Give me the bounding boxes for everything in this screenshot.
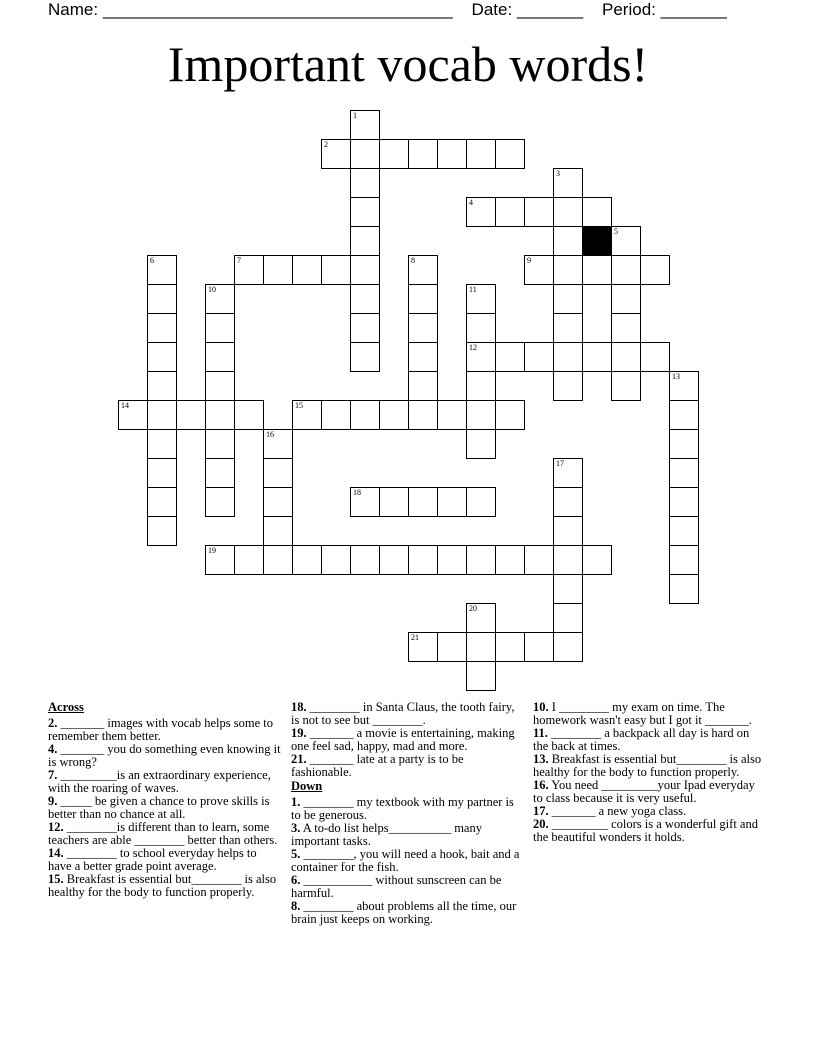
clue-number: 10 (208, 285, 216, 294)
grid-cell[interactable] (205, 371, 235, 401)
clue-text: ________ in Santa Claus, the tooth fairy, is not to see but ________. (291, 700, 515, 727)
grid-cell[interactable] (553, 603, 583, 633)
grid-cell[interactable] (524, 255, 554, 285)
grid-cell[interactable] (263, 458, 293, 488)
grid-cell[interactable] (466, 313, 496, 343)
grid-cell[interactable] (205, 342, 235, 372)
clue-item (533, 818, 763, 844)
grid-cell[interactable] (408, 545, 438, 575)
grid-cell[interactable] (669, 458, 699, 488)
grid-cell[interactable] (640, 255, 670, 285)
grid-cell[interactable] (495, 632, 525, 662)
clue-label: 2. (48, 716, 58, 730)
grid-cell[interactable] (147, 400, 177, 430)
clue-label: 1. (291, 795, 301, 809)
clue-number: 20 (469, 604, 477, 613)
clue-text: ___________ without sunscreen can be harmful. (291, 873, 502, 900)
clue-item (48, 769, 283, 795)
grid-cell[interactable] (408, 342, 438, 372)
clue-label: 5. (291, 847, 301, 861)
grid-cell[interactable] (582, 255, 612, 285)
clue-label: 4. (48, 742, 58, 756)
clue-text: Breakfast is essential but________ is also healthy for the body to function properly. (533, 752, 762, 779)
name-label: Name: (48, 0, 99, 19)
grid-cell[interactable] (611, 371, 641, 401)
clue-number: 15 (295, 401, 303, 410)
grid-cell[interactable] (466, 371, 496, 401)
clue-label: 12. (48, 820, 64, 834)
clue-label: 18. (291, 700, 307, 714)
clue-text: ________ a backpack all day is hard on the back at times. (533, 726, 750, 753)
grid-cell[interactable] (408, 313, 438, 343)
grid-cell[interactable] (147, 255, 177, 285)
clue-item (48, 821, 283, 847)
clue-label: 20. (533, 817, 549, 831)
grid-cell[interactable] (466, 197, 496, 227)
grid-cell[interactable] (321, 400, 351, 430)
grid-cell[interactable] (669, 545, 699, 575)
grid-cell[interactable] (408, 284, 438, 314)
grid-cell[interactable] (408, 139, 438, 169)
grid-cell[interactable] (350, 342, 380, 372)
grid-cell[interactable] (321, 255, 351, 285)
grid-cell[interactable] (379, 139, 409, 169)
grid-cell[interactable] (350, 255, 380, 285)
grid-cell[interactable] (553, 342, 583, 372)
grid-cell[interactable] (234, 255, 264, 285)
grid-cell[interactable] (234, 400, 264, 430)
clue-text: ________ my textbook with my partner is to be generous. (291, 795, 514, 822)
clue-text: _______ images with vocab helps some to remember them better. (48, 716, 273, 743)
clue-text: ________, you will need a hook, bait and a container for the fish. (291, 847, 520, 874)
clue-text: _______ a movie is entertaining, making one feel sad, happy, mad and more. (291, 726, 515, 753)
grid-cell[interactable] (350, 487, 380, 517)
clue-item (291, 727, 521, 753)
clue-text: _________is an extraordinary experience, with the roaring of waves. (48, 768, 271, 795)
grid-cell[interactable] (495, 545, 525, 575)
grid-cell[interactable] (669, 574, 699, 604)
clue-number: 7 (237, 256, 241, 265)
grid-cell[interactable] (553, 632, 583, 662)
clue-label: 6. (291, 873, 301, 887)
grid-cell[interactable] (524, 342, 554, 372)
clue-label: 15. (48, 872, 64, 886)
period-label: Period: (602, 0, 656, 19)
grid-cell[interactable] (553, 545, 583, 575)
grid-cell[interactable] (205, 313, 235, 343)
grid-cell[interactable] (408, 632, 438, 662)
grid-cell[interactable] (437, 632, 467, 662)
grid-cell[interactable] (553, 255, 583, 285)
grid-cell[interactable] (147, 371, 177, 401)
grid-cell[interactable] (437, 139, 467, 169)
grid-cell[interactable] (553, 226, 583, 256)
grid-cell[interactable] (205, 429, 235, 459)
clue-text: ________ about problems all the time, our brain just keeps on working. (291, 899, 517, 926)
clue-text: ________is different than to learn, some teachers are able ________ better than others. (48, 820, 278, 847)
grid-cell[interactable] (147, 429, 177, 459)
clue-label: 13. (533, 752, 549, 766)
grid-cell[interactable] (553, 197, 583, 227)
clue-item (291, 848, 521, 874)
grid-cell[interactable] (263, 429, 293, 459)
clue-number: 8 (411, 256, 415, 265)
grid-cell[interactable] (350, 313, 380, 343)
clue-text: _____ be given a chance to prove skills is better than no chance at all. (48, 794, 270, 821)
grid-cell[interactable] (466, 139, 496, 169)
grid-cell[interactable] (611, 255, 641, 285)
grid-cell[interactable] (582, 342, 612, 372)
grid-cell[interactable] (350, 226, 380, 256)
grid-cell[interactable] (263, 255, 293, 285)
clue-number: 9 (527, 256, 531, 265)
clue-item (48, 717, 283, 743)
clue-number: 2 (324, 140, 328, 149)
clue-text: _______ late at a party is to be fashionable. (291, 752, 464, 779)
clue-item (291, 701, 521, 727)
grid-cell[interactable] (147, 284, 177, 314)
clue-item (291, 822, 521, 848)
grid-cell[interactable] (350, 284, 380, 314)
grid-cell[interactable] (466, 603, 496, 633)
grid-cell[interactable] (350, 168, 380, 198)
clue-item (291, 900, 521, 926)
grid-cell[interactable] (147, 458, 177, 488)
clue-text: A to-do list helps__________ many important tasks. (291, 821, 482, 848)
clue-label: 14. (48, 846, 64, 860)
grid-cell[interactable] (437, 400, 467, 430)
grid-cell[interactable] (669, 487, 699, 517)
grid-cell[interactable] (466, 632, 496, 662)
grid-cell[interactable] (553, 371, 583, 401)
clue-number: 11 (469, 285, 477, 294)
clue-text: You need _________your Ipad everyday to class because it is very useful. (533, 778, 755, 805)
clue-label: 7. (48, 768, 58, 782)
grid-cell[interactable] (147, 487, 177, 517)
clue-item (291, 753, 521, 779)
grid-cell[interactable] (669, 429, 699, 459)
grid-cell[interactable] (495, 342, 525, 372)
grid-cell[interactable] (611, 226, 641, 256)
grid-cell[interactable] (553, 458, 583, 488)
clue-number: 12 (469, 343, 477, 352)
grid-cell[interactable] (466, 545, 496, 575)
grid-cell[interactable] (176, 400, 206, 430)
grid-cell[interactable] (321, 545, 351, 575)
grid-cell[interactable] (669, 400, 699, 430)
grid-cell[interactable] (350, 400, 380, 430)
grid-cell[interactable] (263, 516, 293, 546)
grid-cell-blocked (582, 226, 612, 256)
clue-number: 3 (556, 169, 560, 178)
clue-number: 19 (208, 546, 216, 555)
date-blank[interactable]: _______ (516, 0, 584, 19)
clue-number: 5 (614, 227, 618, 236)
clue-label: 3. (291, 821, 301, 835)
clue-text: Breakfast is essential but________ is also healthy for the body to function properly. (48, 872, 277, 899)
clues-column-3 (533, 701, 763, 844)
grid-cell[interactable] (495, 400, 525, 430)
grid-cell[interactable] (147, 516, 177, 546)
grid-cell[interactable] (466, 429, 496, 459)
grid-cell[interactable] (582, 197, 612, 227)
grid-cell[interactable] (408, 371, 438, 401)
clue-number: 4 (469, 198, 473, 207)
grid-cell[interactable] (292, 255, 322, 285)
clue-item (48, 795, 283, 821)
grid-cell[interactable] (640, 342, 670, 372)
clue-item (48, 873, 283, 899)
clue-label: 8. (291, 899, 301, 913)
across-heading: Across (48, 700, 84, 714)
grid-cell[interactable] (466, 400, 496, 430)
clue-item (48, 743, 283, 769)
clue-label: 21. (291, 752, 307, 766)
grid-cell[interactable] (205, 458, 235, 488)
clue-label: 19. (291, 726, 307, 740)
clue-number: 18 (353, 488, 361, 497)
clue-number: 21 (411, 633, 419, 642)
grid-cell[interactable] (495, 139, 525, 169)
grid-cell[interactable] (553, 487, 583, 517)
clue-item (48, 847, 283, 873)
down-heading: Down (291, 779, 323, 793)
grid-cell[interactable] (408, 487, 438, 517)
grid-cell[interactable] (553, 168, 583, 198)
grid-cell[interactable] (234, 545, 264, 575)
grid-cell[interactable] (408, 400, 438, 430)
period-blank[interactable]: _______ (660, 0, 727, 19)
grid-cell[interactable] (466, 342, 496, 372)
grid-cell[interactable] (437, 545, 467, 575)
clue-number: 1 (353, 111, 357, 120)
clue-label: 16. (533, 778, 549, 792)
grid-cell[interactable] (292, 545, 322, 575)
grid-cell[interactable] (524, 545, 554, 575)
grid-cell[interactable] (437, 487, 467, 517)
clue-text: _________ colors is a wonderful gift and the beautiful wonders it holds. (533, 817, 758, 844)
clue-item (533, 779, 763, 805)
grid-cell[interactable] (118, 400, 148, 430)
clue-item (533, 701, 763, 727)
grid-cell[interactable] (147, 313, 177, 343)
clue-number: 14 (121, 401, 129, 410)
grid-cell[interactable] (321, 139, 351, 169)
grid-cell[interactable] (205, 487, 235, 517)
clue-text: I ________ my exam on time. The homework wasn't easy but I got it _______. (533, 700, 752, 727)
clues-column-1 (48, 701, 283, 899)
grid-cell[interactable] (147, 342, 177, 372)
grid-cell[interactable] (408, 255, 438, 285)
grid-cell[interactable] (611, 342, 641, 372)
grid-cell[interactable] (553, 284, 583, 314)
clue-item (291, 796, 521, 822)
grid-cell[interactable] (292, 400, 322, 430)
grid-cell[interactable] (350, 139, 380, 169)
grid-cell[interactable] (379, 545, 409, 575)
grid-cell[interactable] (669, 516, 699, 546)
clue-text: _______ a new yoga class. (548, 804, 687, 818)
grid-cell[interactable] (350, 197, 380, 227)
grid-cell[interactable] (495, 197, 525, 227)
grid-cell[interactable] (205, 545, 235, 575)
grid-cell[interactable] (582, 545, 612, 575)
clue-text: _______ you do something even knowing it is wrong? (48, 742, 281, 769)
clue-label: 10. (533, 700, 549, 714)
grid-cell[interactable] (379, 400, 409, 430)
clue-item (533, 753, 763, 779)
name-blank[interactable]: _____________________________________ (102, 0, 453, 19)
clue-label: 11. (533, 726, 548, 740)
clue-item (291, 874, 521, 900)
clue-number: 13 (672, 372, 680, 381)
clue-number: 16 (266, 430, 274, 439)
clue-label: 17. (533, 804, 549, 818)
clues-column-2 (291, 701, 521, 926)
grid-cell[interactable] (524, 632, 554, 662)
grid-cell[interactable] (205, 284, 235, 314)
grid-cell[interactable] (553, 516, 583, 546)
grid-cell[interactable] (350, 110, 380, 140)
grid-cell[interactable] (669, 371, 699, 401)
grid-cell[interactable] (263, 487, 293, 517)
grid-cell[interactable] (611, 284, 641, 314)
grid-cell[interactable] (611, 313, 641, 343)
grid-cell[interactable] (205, 400, 235, 430)
grid-cell[interactable] (524, 197, 554, 227)
page-title: Important vocab words! (167, 36, 649, 92)
grid-cell[interactable] (553, 313, 583, 343)
date-label: Date: (471, 0, 513, 19)
grid-cell[interactable] (263, 545, 293, 575)
grid-cell[interactable] (466, 661, 496, 691)
clue-number: 17 (556, 459, 564, 468)
clue-label: 9. (48, 794, 58, 808)
grid-cell[interactable] (379, 487, 409, 517)
clue-item (533, 727, 763, 753)
grid-cell[interactable] (466, 284, 496, 314)
grid-cell[interactable] (553, 574, 583, 604)
grid-cell[interactable] (466, 487, 496, 517)
clue-number: 6 (150, 256, 154, 265)
grid-cell[interactable] (350, 545, 380, 575)
clue-text: ________ to school everyday helps to have a better grade point average. (48, 846, 257, 873)
